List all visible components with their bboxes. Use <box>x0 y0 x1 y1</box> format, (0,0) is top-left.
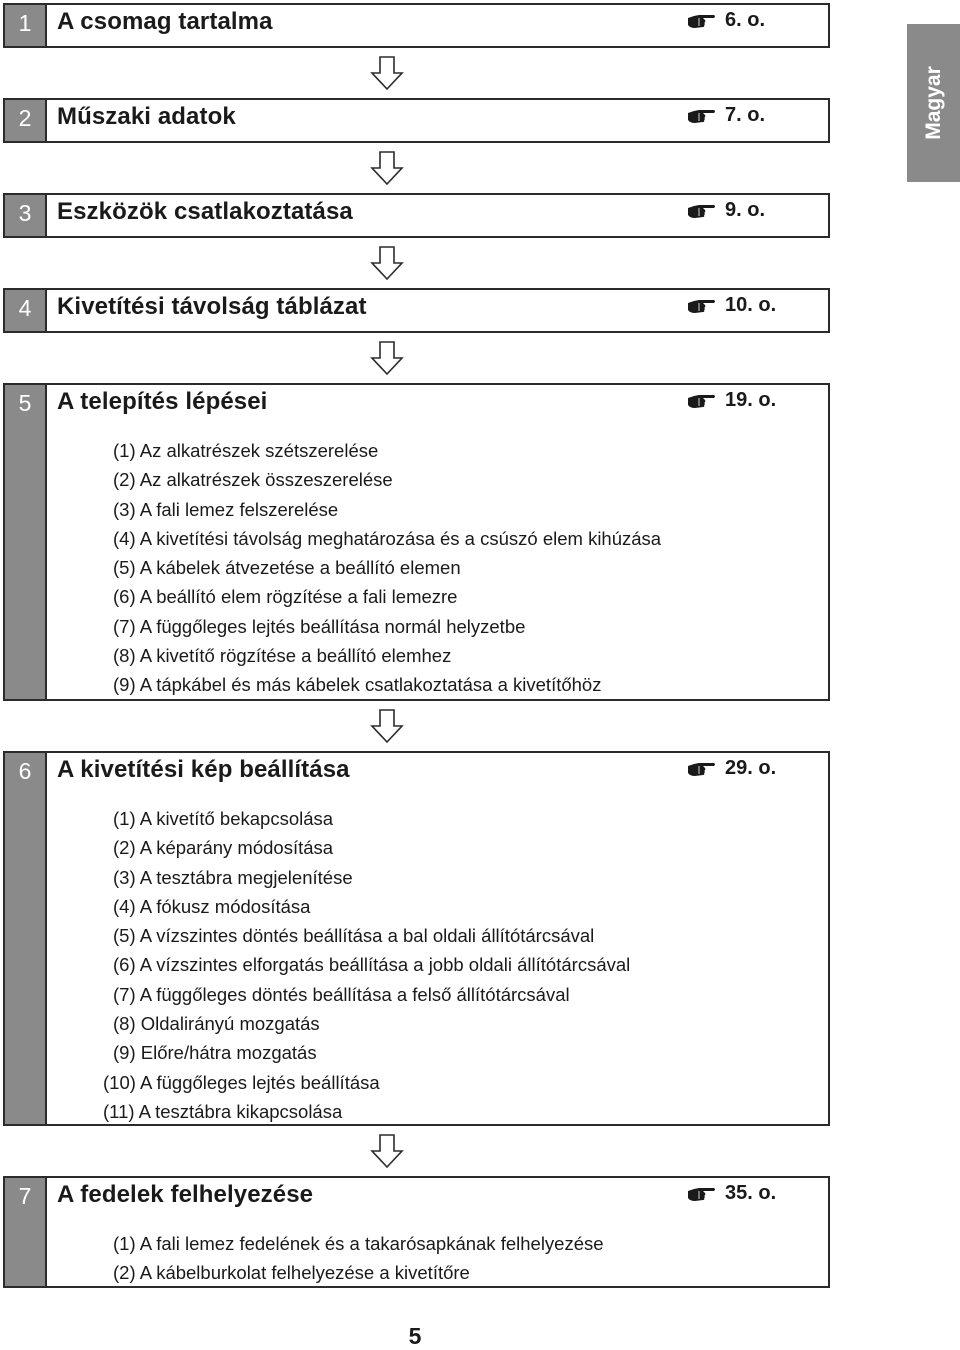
step-item: (9) A tápkábel és más kábelek csatlakoztatása a kivetítőhöz <box>113 674 602 696</box>
step-item: (8) A kivetítő rögzítése a beállító elemhez <box>113 645 452 667</box>
step-item: (4) A fókusz módosítása <box>113 895 311 917</box>
section-title: Eszközök csatlakoztatása <box>57 198 353 225</box>
section-7 <box>3 1176 830 1288</box>
section-6 <box>3 751 830 1126</box>
section-number: 5 <box>18 390 32 416</box>
page-reference-text: 19. o. <box>725 389 777 411</box>
pointing-hand-icon <box>687 1185 717 1203</box>
section-number-column <box>5 1178 47 1286</box>
down-arrow-icon <box>370 245 404 281</box>
step-item: (1) Az alkatrészek szétszerelése <box>113 440 379 461</box>
step-item: (8) Oldalirányú mozgatás <box>113 1013 320 1035</box>
step-item: (11) A tesztábra kikapcsolása <box>103 1100 343 1122</box>
page-reference-text: 6. o. <box>725 9 766 31</box>
step-item: (6) A beállító elem rögzítése a fali lemezre <box>113 586 458 608</box>
page-reference <box>687 757 776 780</box>
page-reference <box>687 104 765 127</box>
down-arrow-icon <box>370 1133 404 1169</box>
section-number: 2 <box>18 105 32 131</box>
section-number-column <box>5 290 47 331</box>
section-title: Kivetítési távolság táblázat <box>57 293 367 320</box>
language-tab-label: Magyar <box>921 66 945 140</box>
section-title: A telepítés lépései <box>57 388 268 415</box>
pointing-hand-icon <box>687 107 717 125</box>
page-reference <box>687 9 765 32</box>
page-reference-text: 29. o. <box>725 757 777 779</box>
section-5 <box>3 383 830 701</box>
pointing-hand-icon <box>687 297 717 315</box>
step-item: (9) Előre/hátra mozgatás <box>113 1042 317 1064</box>
section-2 <box>3 98 830 143</box>
section-number: 7 <box>18 1183 32 1209</box>
down-arrow-icon <box>370 340 404 376</box>
page-reference-text: 10. o. <box>725 294 777 316</box>
step-list <box>113 1229 604 1288</box>
pointing-hand-icon <box>687 392 717 410</box>
section-title: Műszaki adatok <box>57 103 236 130</box>
section-number-column <box>5 385 47 699</box>
pointing-hand-icon <box>687 760 717 778</box>
section-number: 1 <box>18 10 32 36</box>
pointing-hand-icon <box>687 12 717 30</box>
page-reference <box>687 1182 776 1205</box>
step-item: (1) A kivetítő bekapcsolása <box>113 808 334 829</box>
step-item: (2) Az alkatrészek összeszerelése <box>113 469 393 491</box>
page-number: 5 <box>408 1323 422 1349</box>
step-item: (5) A kábelek átvezetése a beállító elemen <box>113 557 461 579</box>
down-arrow-icon <box>370 708 404 744</box>
step-item: (6) A vízszintes elforgatás beállítása a jobb oldali állítótárcsával <box>113 954 631 976</box>
step-item: (2) A kábelburkolat felhelyezése a kivetítőre <box>113 1262 470 1284</box>
page-reference <box>687 199 765 222</box>
down-arrow-icon <box>370 150 404 186</box>
step-item: (4) A kivetítési távolság meghatározása és a csúszó elem kihúzása <box>113 527 662 549</box>
section-number-column <box>5 100 47 141</box>
section-number-column <box>5 753 47 1124</box>
section-3 <box>3 193 830 238</box>
page-reference-text: 9. o. <box>725 199 766 221</box>
section-number-column <box>5 195 47 236</box>
page-reference-text: 35. o. <box>725 1182 777 1204</box>
step-item: (3) A fali lemez felszerelése <box>113 498 339 520</box>
page-reference <box>687 389 776 412</box>
step-item: (5) A vízszintes döntés beállítása a bal oldali állítótárcsával <box>113 925 595 947</box>
section-title: A csomag tartalma <box>57 8 273 35</box>
section-number: 3 <box>18 200 32 226</box>
step-list <box>113 436 661 700</box>
step-item: (1) A fali lemez fedelének és a takarósapkának felhelyezése <box>113 1233 604 1254</box>
step-item: (7) A függőleges lejtés beállítása normál helyzetbe <box>113 615 526 637</box>
step-item: (10) A függőleges lejtés beállítása <box>103 1071 380 1093</box>
section-1 <box>3 3 830 48</box>
language-tab <box>907 24 960 182</box>
step-item: (7) A függőleges döntés beállítása a felső állítótárcsával <box>113 983 570 1005</box>
section-title: A fedelek felhelyezése <box>57 1181 314 1208</box>
step-item: (3) A tesztábra megjelenítése <box>113 866 353 888</box>
page-reference-text: 7. o. <box>725 104 766 126</box>
down-arrow-icon <box>370 55 404 91</box>
step-list <box>103 804 631 1126</box>
section-number: 6 <box>18 758 32 784</box>
section-number-column <box>5 5 47 46</box>
pointing-hand-icon <box>687 202 717 220</box>
page-reference <box>687 294 776 317</box>
section-4 <box>3 288 830 333</box>
step-item: (2) A képarány módosítása <box>113 837 334 859</box>
section-number: 4 <box>18 295 32 321</box>
section-title: A kivetítési kép beállítása <box>57 756 350 783</box>
